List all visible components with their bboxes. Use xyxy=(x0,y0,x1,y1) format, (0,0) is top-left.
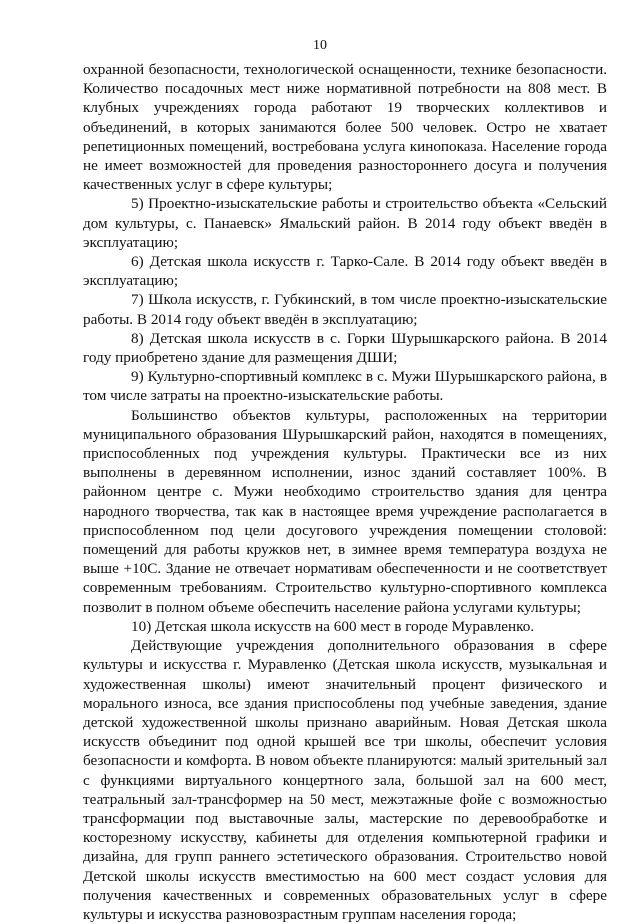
document-body xyxy=(83,60,607,924)
paragraph-continuation: охранной безопасности, технологической оснащенности, технике безопасности. Количество посадочных мест ниже нормативной потребности на 808 мест. В клубных учреждениях города работают 19 творческих коллективов и объединений, в которых занимаются более 500 человек. Остро не хватает репетиционных помещений, востребована услуга кинопоказа. Население города не имеет возможностей для проведения разностороннего досуга и получения качественных услуг в сфере культуры; xyxy=(83,61,607,194)
paragraph-item-6: 6) Детская школа искусств г. Тарко-Сале. В 2014 году объект введён в эксплуатацию; xyxy=(83,253,607,290)
page-number: 10 xyxy=(313,38,327,53)
paragraph-item-9: 9) Культурно-спортивный комплекс в с. Мужи Шурышкарского района, в том числе затраты на проектно-изыскательские работы. xyxy=(83,368,607,405)
paragraph-shuryshkarsky-objects: Большинство объектов культуры, расположенных на территории муниципального образования Шурышкарский район, находятся в помещениях, приспособленных под учреждения культуры. Практически все из них выполнены в деревянном исполнении, износ зданий составляет 100%. В районном центре с. Мужи необходимо строительство здания для центра народного творчества, так как в настоящее время учреждение располагается в приспособленном под цели досугового учреждения помещении столовой: помещений для работы кружков нет, в зимнее время температура воздуха не выше +10С. Здание не отвечает нормативам обеспеченности и не соответствует современным требованиям. Строительство культурно-спортивного комплекса позволит в полном объеме обеспечить население района услугами культуры; xyxy=(83,406,607,616)
paragraph-muravlenko-schools: Действующие учреждения дополнительного образования в сфере культуры и искусства г. Муравленко (Детская школа искусств, музыкальная и художественная школы) имеют значительный процент физического и морального износа, все здания приспособлены под учебные заведения, здание детской художественной школы признано аварийным. Новая Детская школа искусств объединит под одной крышей все три школы, обеспечит условия безопасности и комфорта. В новом объекте планируются: малый зрительный зал с функциями виртуального концертного зала, большой зал на 600 мест, театральный зал-трансформер на 50 мест, межэтажные фойе с возможностью трансформации под выставочные залы, мастерские по деревообработке и косторезному искусству, кабинеты для отделения компьютерной графики и дизайна, для групп раннего эстетического образования. Строительство новой Детской школы искусств вместимостью на 600 мест создаст условия для получения качественных и современных образовательных услуг в сфере культуры и искусства разновозрастным группам населения города; xyxy=(83,637,607,923)
paragraph-item-5: 5) Проектно-изыскательские работы и строительство объекта «Сельский дом культуры, с. Панаевск» Ямальский район. В 2014 году объект введён в эксплуатацию; xyxy=(83,195,607,251)
paragraph-item-10: 10) Детская школа искусств на 600 мест в городе Муравленко. xyxy=(131,617,535,635)
paragraph-item-7: 7) Школа искусств, г. Губкинский, в том числе проектно-изыскательские работы. В 2014 году объект введён в эксплуатацию; xyxy=(83,291,607,328)
paragraph-item-8: 8) Детская школа искусств в с. Горки Шурышкарского района. В 2014 году приобретено здание для размещения ДШИ; xyxy=(83,329,607,367)
